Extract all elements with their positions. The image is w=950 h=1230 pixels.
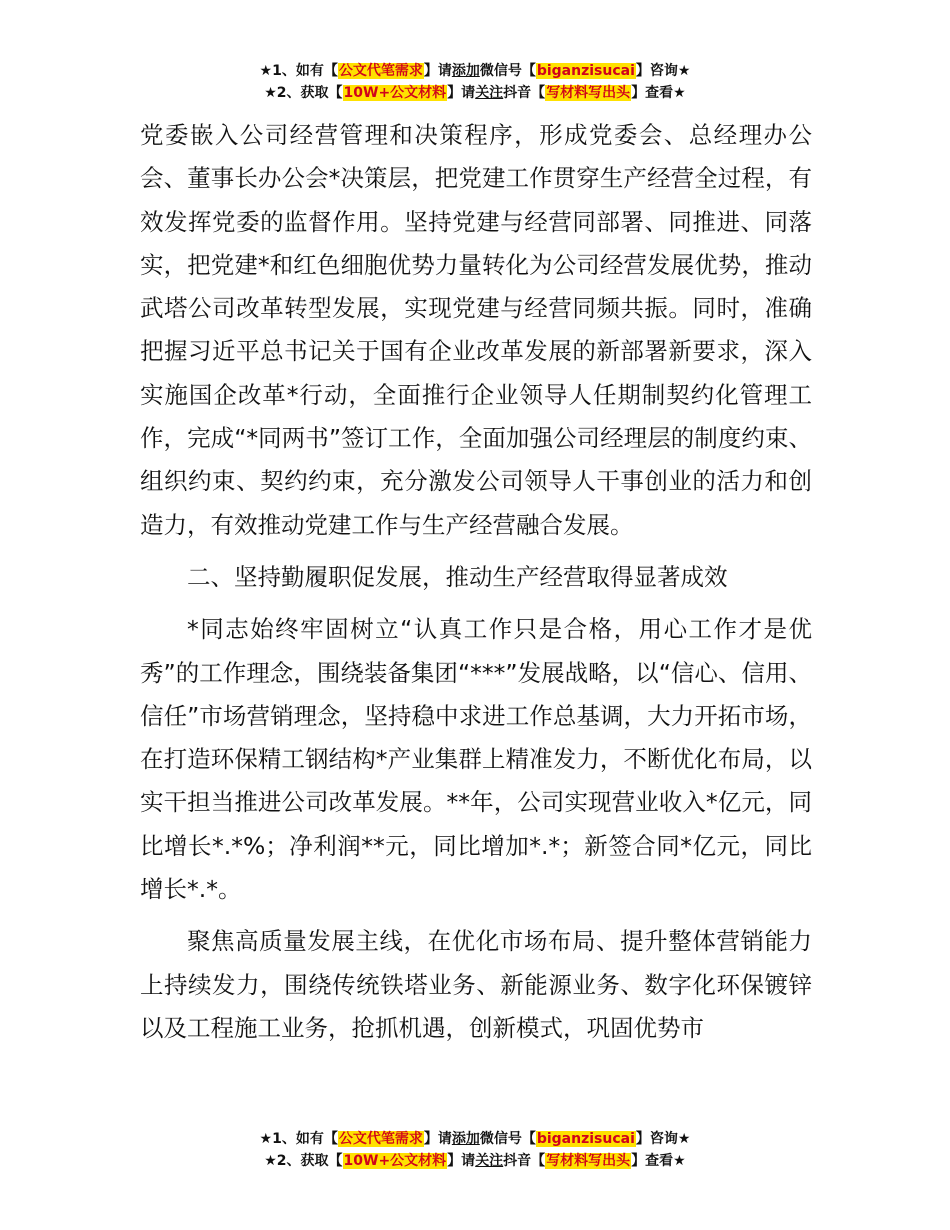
highlight-materials: 10W+公文材料: [343, 1153, 447, 1169]
highlight-ghostwriting: 公文代笔需求: [338, 1131, 423, 1147]
header-banner: [0, 60, 950, 104]
highlight-douyin: 写材料写出头: [546, 85, 631, 101]
banner-line-1: ★1、如有【公文代笔需求】请添加微信号【biganzisucai】咨询★: [259, 63, 691, 79]
banner-line-2: ★2、获取【10W+公文材料】请关注抖音【写材料写出头】查看★: [264, 85, 686, 101]
banner-line-2: ★2、获取【10W+公文材料】请关注抖音【写材料写出头】查看★: [264, 1153, 686, 1169]
highlight-wechat-id: biganzisucai: [536, 1131, 635, 1147]
highlight-materials: 10W+公文材料: [343, 85, 447, 101]
highlight-ghostwriting: 公文代笔需求: [338, 63, 423, 79]
footer-banner: [0, 1128, 950, 1172]
paragraph-performance: *同志始终牢固树立“认真工作只是合格，用心工作才是优秀”的工作理念，围绕装备集团“***”发展战略，以“信心、信用、信任”市场营销理念，坚持稳中求进工作总基调，大力开拓市场，在打造环保精工钢结构*产业集群上精准发力，不断优化布局，以实干担当推进公司改革发展。**年，公司实现营业收入*亿元，同比增长*.*%；净利润**元，同比增加*.*；新签合同*亿元，同比增长*.*。: [140, 615, 812, 904]
document-body: [140, 114, 812, 1050]
paragraph-party-building: 党委嵌入公司经营管理和决策程序，形成党委会、总经理办公会、董事长办公会*决策层，把党建工作贯穿生产经营全过程，有效发挥党委的监督作用。坚持党建与经营同部署、同推进、同落实，把党建*和红色细胞优势力量转化为公司经营发展优势，推动武塔公司改革转型发展，实现党建与经营同频共振。同时，准确把握习近平总书记关于国有企业改革发展的新部署新要求，深入实施国企改革*行动，全面推行企业领导人任期制契约化管理工作，完成“*同两书”签订工作，全面加强公司经理层的制度约束、组织约束、契约约束，充分激发公司领导人干事创业的活力和创造力，有效推动党建工作与生产经营融合发展。: [140, 121, 812, 539]
banner-line-1: ★1、如有【公文代笔需求】请添加微信号【biganzisucai】咨询★: [259, 1131, 691, 1147]
paragraph-market-focus: 聚焦高质量发展主线，在优化市场布局、提升整体营销能力上持续发力，围绕传统铁塔业务、新能源业务、数字化环保镀锌以及工程施工业务，抢抓机遇，创新模式，巩固优势市: [140, 927, 812, 1042]
section-heading: 二、坚持勤履职促发展，推动生产经营取得显著成效: [187, 562, 728, 591]
highlight-wechat-id: biganzisucai: [536, 63, 635, 79]
highlight-douyin: 写材料写出头: [546, 1153, 631, 1169]
